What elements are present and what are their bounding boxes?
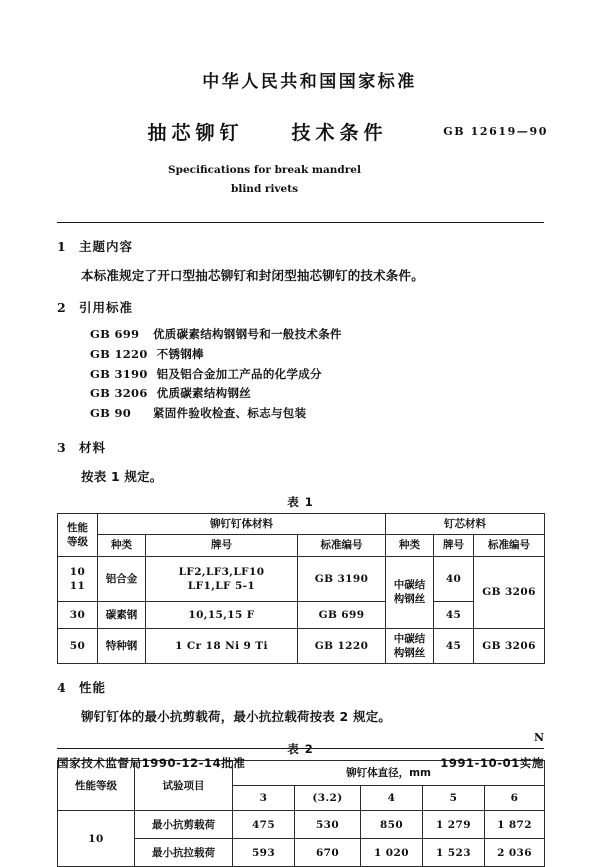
table-2-header-diameter-5: 5 — [423, 786, 485, 811]
list-item — [90, 404, 544, 424]
table-2-cell-value: 670 — [295, 839, 361, 867]
section-2-heading — [57, 298, 544, 316]
mandrel-type-line1: 中碳结 — [393, 632, 426, 645]
table-2-cell-value: 1 872 — [485, 811, 545, 839]
body-grade-line1: LF2,LF3,LF10 — [178, 565, 265, 578]
table-1-cell-body-standard: GB 3190 — [298, 556, 386, 601]
table-1-subheader-body-grade: 牌号 — [146, 535, 298, 556]
table-2-header-diameter-4: 4 — [361, 786, 423, 811]
table-row — [58, 535, 545, 556]
footer-row — [57, 755, 544, 771]
reference-name: 优质碳素结构钢钢号和一般技术条件 — [153, 327, 342, 342]
page-title: 抽芯铆钉 技术条件 — [147, 122, 388, 145]
section-1 — [57, 237, 544, 284]
section-4-title: 性能 — [79, 680, 107, 696]
table-2-header-diameter-3: 3 — [233, 786, 295, 811]
grade-line1: 10 — [69, 565, 86, 578]
table-row — [58, 601, 545, 628]
table-2-cell-value: 2 036 — [485, 839, 545, 867]
table-2-cell-value: 475 — [233, 811, 295, 839]
table-1-subheader-body-type: 种类 — [98, 535, 146, 556]
table-row — [58, 556, 545, 601]
table-1-cell-mandrel-standard: GB 3206 — [474, 628, 545, 663]
standard-number: GB 12619—90 — [443, 125, 548, 139]
table-2 — [57, 760, 545, 867]
section-3-title: 材料 — [79, 439, 107, 455]
table-1-cell-mandrel-grade: 45 — [434, 601, 474, 628]
performance-grade-line2: 等级 — [67, 535, 88, 548]
section-3-heading — [57, 438, 544, 456]
table-2-unit: N — [533, 731, 544, 745]
table-1-caption: 表 1 — [287, 494, 314, 509]
section-1-title: 主题内容 — [79, 239, 134, 255]
section-4-heading — [57, 678, 544, 696]
table-1-cell-mandrel-type — [386, 556, 434, 628]
reference-code: GB 90 — [90, 406, 132, 421]
table-1-head — [58, 513, 545, 556]
table-1-cell-body-grade: 10,15,15 F — [146, 601, 298, 628]
table-2-cell-value: 1 020 — [361, 839, 423, 867]
body-grade-line2: LF1,LF 5-1 — [187, 579, 256, 592]
mandrel-type-line2: 构钢丝 — [393, 593, 426, 606]
table-1-cell-mandrel-grade: 40 — [434, 556, 474, 601]
title-row — [57, 118, 548, 148]
section-1-number: 1 — [57, 239, 66, 255]
table-1-cell-mandrel-type — [386, 628, 434, 663]
table-1-subheader-body-standard: 标准编号 — [298, 535, 386, 556]
reference-code: GB 3190 — [90, 366, 148, 381]
table-2-header-diameter-6: 6 — [485, 786, 545, 811]
table-1 — [57, 513, 545, 664]
reference-code: GB 699 — [90, 327, 140, 342]
table-2-body — [58, 811, 545, 867]
table-1-cell-mandrel-grade: 45 — [434, 628, 474, 663]
reference-name: 不锈钢棒 — [156, 346, 204, 361]
performance-grade-line1: 性能 — [67, 521, 88, 534]
grade-line2: 11 — [69, 579, 86, 592]
list-item — [90, 345, 544, 365]
table-1-cell-body-grade: 1 Cr 18 Ni 9 Ti — [146, 628, 298, 663]
reference-code: GB 1220 — [90, 346, 148, 361]
reference-name: 优质碳素结构钢丝 — [156, 386, 252, 401]
table-2-header-diameter-group: 铆钉体直径，mm — [233, 761, 545, 786]
subtitle-english-line1: Specifications for break mandrel — [168, 164, 361, 177]
table-1-cell-grade: 30 — [58, 601, 98, 628]
footer-divider — [57, 748, 544, 749]
table-2-cell-test-item: 最小抗剪载荷 — [135, 811, 233, 839]
table-2-cell-grade: 10 — [58, 811, 135, 867]
table-1-subheader-mandrel-standard: 标准编号 — [474, 535, 545, 556]
mandrel-type-line2: 构钢丝 — [393, 647, 426, 660]
document-footer — [57, 748, 544, 771]
table-1-subheader-mandrel-grade: 牌号 — [434, 535, 474, 556]
document-header — [57, 0, 548, 198]
section-4-number: 4 — [57, 680, 66, 696]
section-1-paragraph: 本标准规定了开口型抽芯铆钉和封闭型抽芯铆钉的技术条件。 — [81, 268, 424, 284]
table-1-cell-grade: 50 — [58, 628, 98, 663]
reference-code: GB 3206 — [90, 386, 148, 401]
table-1-subheader-mandrel-type: 种类 — [386, 535, 434, 556]
list-item — [90, 325, 544, 345]
table-2-header-diameter-3-2: (3.2) — [295, 786, 361, 811]
subtitle-english-line2: blind rivets — [230, 182, 298, 195]
table-2-cell-value: 1 279 — [423, 811, 485, 839]
section-2-number: 2 — [57, 300, 66, 316]
table-2-cell-value: 593 — [233, 839, 295, 867]
document-content — [57, 0, 548, 867]
table-row — [58, 811, 545, 839]
section-2-title: 引用标准 — [79, 300, 134, 316]
section-3-number: 3 — [57, 439, 66, 455]
table-2-cell-value: 850 — [361, 811, 423, 839]
table-2-wrapper — [57, 760, 544, 867]
list-item — [90, 365, 544, 385]
table-row — [58, 513, 545, 534]
table-2-cell-value: 1 523 — [423, 839, 485, 867]
table-1-cell-body-type: 碳素钢 — [98, 601, 146, 628]
section-1-heading — [57, 237, 544, 255]
table-1-cell-mandrel-standard: GB 3206 — [474, 556, 545, 628]
footer-approval: 国家技术监督局1990-12-14批准 — [57, 756, 246, 770]
national-standard-heading: 中华人民共和国国家标准 — [202, 72, 417, 92]
table-2-header-test-item: 试验项目 — [135, 761, 233, 811]
table-2-header-performance-grade: 性能等级 — [58, 761, 135, 811]
table-1-cell-body-type: 铝合金 — [98, 556, 146, 601]
table-row — [58, 628, 545, 663]
table-1-wrapper — [57, 513, 544, 664]
section-3 — [57, 438, 544, 664]
table-1-body — [58, 556, 545, 663]
table-2-cell-value: 530 — [295, 811, 361, 839]
footer-implementation: 1991-10-01实施 — [440, 756, 544, 770]
reference-name: 铝及铝合金加工产品的化学成分 — [156, 366, 322, 381]
table-1-header-performance-grade — [58, 513, 98, 556]
table-1-cell-body-type: 特种钢 — [98, 628, 146, 663]
table-2-caption: 表 2 — [287, 742, 314, 757]
table-2-cell-test-item: 最小抗拉载荷 — [135, 839, 233, 867]
referenced-standards-list — [57, 325, 544, 424]
reference-name: 紧固件验收检查、标志与包装 — [153, 406, 307, 421]
section-4-paragraph: 铆钉钉体的最小抗剪载荷，最小抗拉载荷按表 2 规定。 — [81, 709, 392, 725]
table-1-cell-body-grade — [146, 556, 298, 601]
mandrel-type-line1: 中碳结 — [393, 579, 426, 592]
header-divider — [57, 222, 544, 223]
table-1-cell-body-standard: GB 699 — [298, 601, 386, 628]
table-1-header-mandrel-material: 钉芯材料 — [386, 513, 545, 534]
table-1-cell-body-standard: GB 1220 — [298, 628, 386, 663]
section-2 — [57, 298, 544, 424]
section-3-paragraph: 按表 1 规定。 — [81, 468, 163, 484]
table-1-header-body-material: 铆钉钉体材料 — [98, 513, 386, 534]
section-4 — [57, 678, 544, 867]
list-item — [90, 384, 544, 404]
table-1-cell-grade — [58, 556, 98, 601]
